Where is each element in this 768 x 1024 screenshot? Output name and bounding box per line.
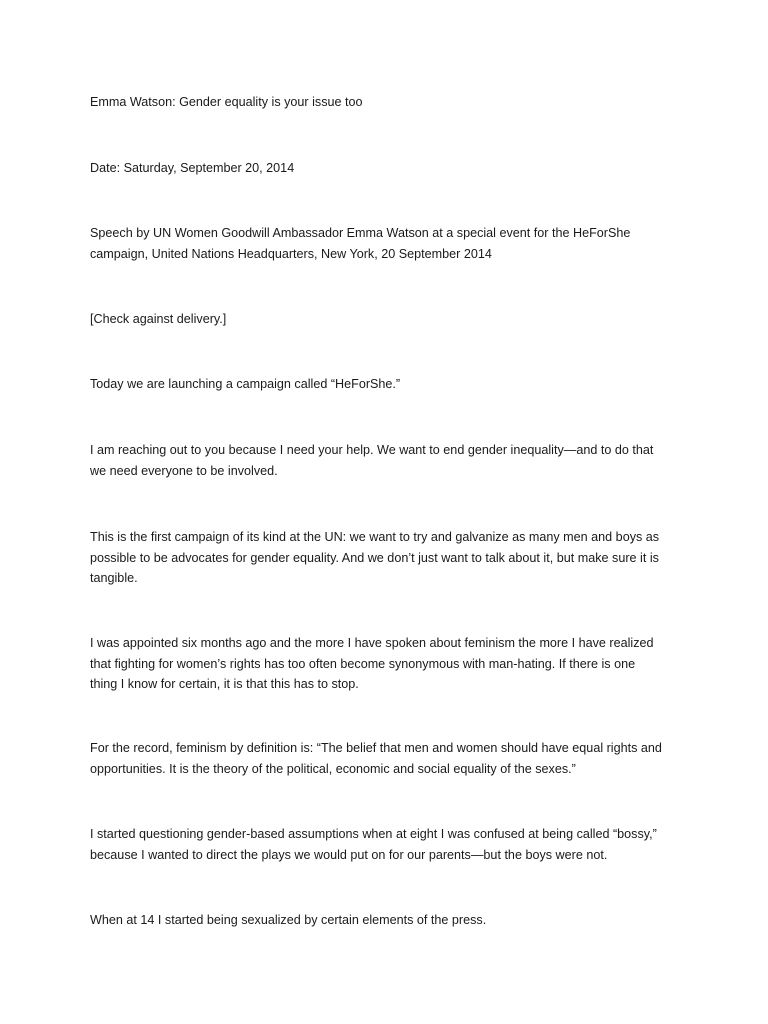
body-paragraph — [90, 374, 690, 395]
body-paragraph — [90, 738, 690, 779]
body-paragraph — [90, 824, 690, 865]
text-line: I am reaching out to you because I need your help. We want to end gender inequality—and to do that — [90, 443, 654, 457]
delivery-note — [90, 309, 690, 330]
document-date — [90, 158, 690, 179]
text-line: I was appointed six months ago and the more I have spoken about feminism the more I have realized — [90, 636, 654, 650]
text-line: that fighting for women’s rights has too often become synonymous with man-hating. If there is one — [90, 656, 636, 671]
body-paragraph — [90, 633, 690, 695]
text-line: because I wanted to direct the plays we would put on for our parents—but the boys were not. — [90, 847, 608, 862]
text-line: For the record, feminism by definition is: “The belief that men and women should have equal rights and — [90, 741, 662, 755]
text-line: Speech by UN Women Goodwill Ambassador Emma Watson at a special event for the HeForShe — [90, 226, 631, 240]
text-line: Today we are launching a campaign called “HeForShe.” — [90, 377, 401, 391]
body-paragraph — [90, 910, 690, 931]
text-line: thing I know for certain, it is that this has to stop. — [90, 677, 359, 691]
text-line: tangible. — [90, 571, 138, 585]
text-line: When at 14 I started being sexualized by certain elements of the press. — [90, 913, 487, 927]
body-paragraph — [90, 440, 690, 481]
intro-paragraph — [90, 223, 690, 264]
text-line: I started questioning gender-based assumptions when at eight I was confused at being called “bossy,” — [90, 827, 657, 841]
text-line: campaign, United Nations Headquarters, New York, 20 September 2014 — [90, 246, 492, 261]
text-line: [Check against delivery.] — [90, 312, 227, 326]
text-line: This is the first campaign of its kind at the UN: we want to try and galvanize as many men and boys as — [90, 530, 660, 544]
text-line: Emma Watson: Gender equality is your issue too — [90, 95, 363, 109]
text-line: we need everyone to be involved. — [90, 463, 278, 478]
text-line: Date: Saturday, September 20, 2014 — [90, 161, 295, 175]
document-title — [90, 92, 690, 113]
body-paragraph — [90, 527, 690, 589]
text-line: opportunities. It is the theory of the political, economic and social equality of the sexes.” — [90, 761, 576, 776]
text-line: possible to be advocates for gender equality. And we don’t just want to talk about it, but make sure it is — [90, 550, 659, 565]
